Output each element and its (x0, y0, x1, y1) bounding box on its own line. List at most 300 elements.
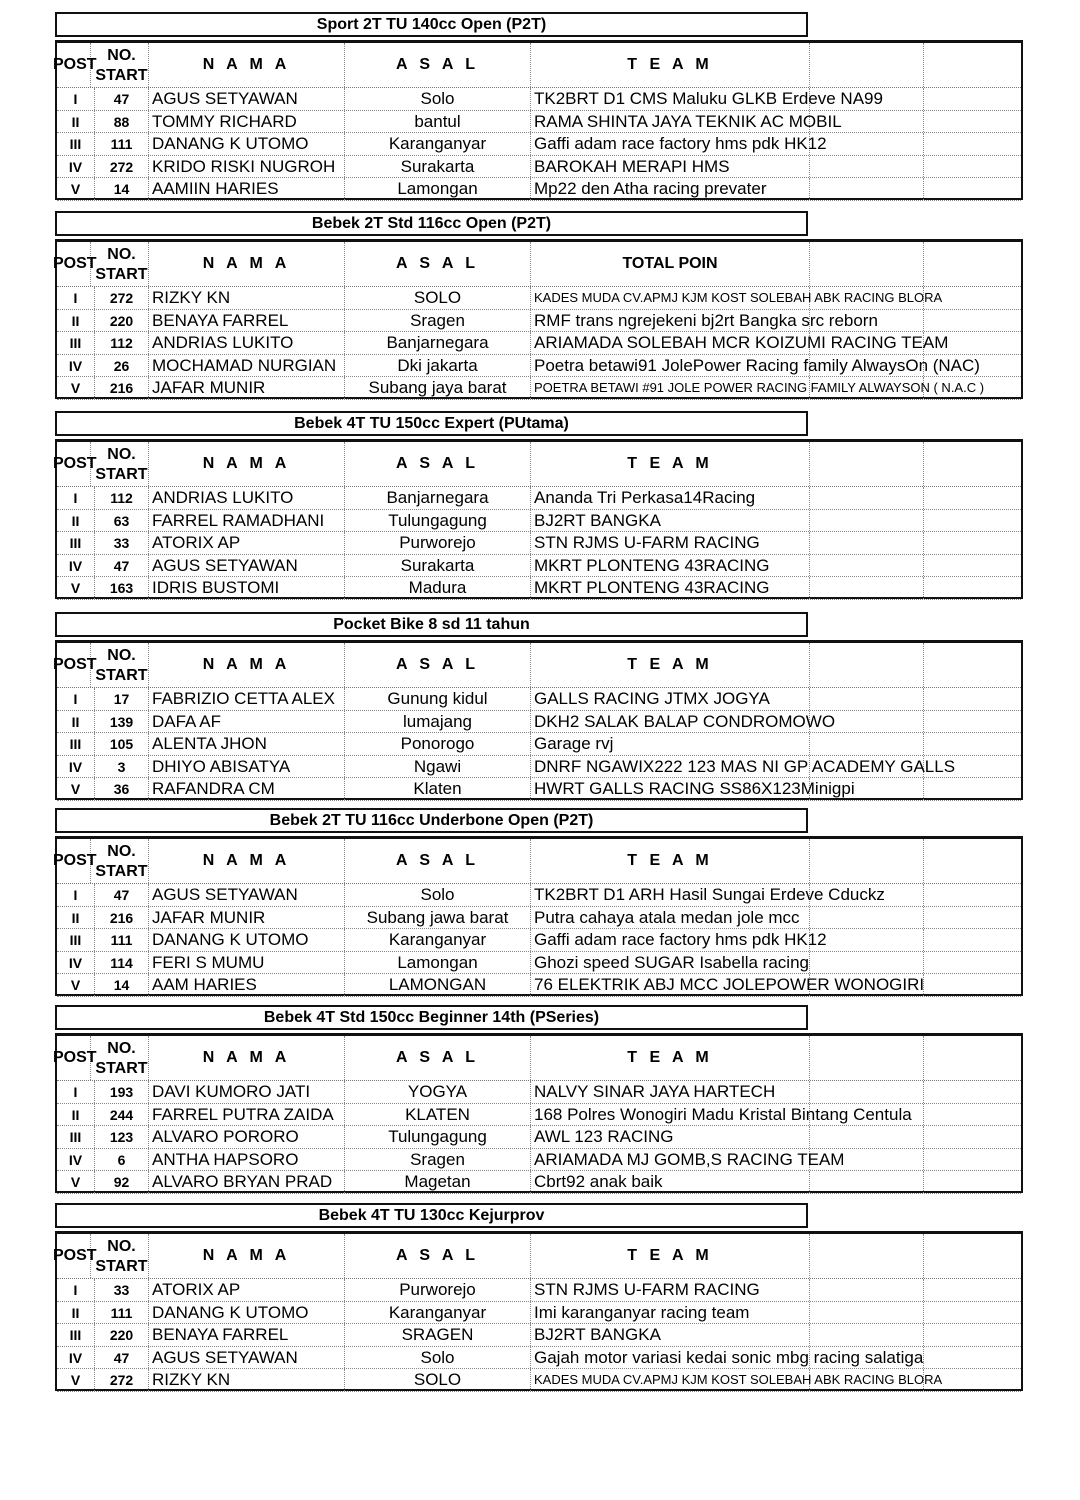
cell-position: II (57, 111, 95, 133)
table-row (57, 510, 1021, 533)
cell-empty-2 (924, 1104, 1021, 1126)
cell-rider-name: ANDRIAS LUKITO (149, 487, 345, 509)
header-empty-col-2 (924, 1036, 1021, 1080)
cell-empty-1 (810, 532, 924, 554)
cell-origin: Dki jakarta (345, 355, 531, 377)
cell-rider-name: ATORIX AP (149, 1279, 345, 1301)
cell-rider-name: ALVARO BRYAN PRAD (149, 1171, 345, 1193)
cell-empty-2 (924, 133, 1021, 155)
cell-position: I (57, 487, 95, 509)
cell-origin: bantul (345, 111, 531, 133)
cell-rider-name: ANDRIAS LUKITO (149, 332, 345, 354)
cell-position: IV (57, 1149, 95, 1171)
cell-team: Garage rvj (531, 733, 810, 755)
table-body (57, 688, 1021, 801)
cell-empty-2 (924, 510, 1021, 532)
cell-rider-name: BENAYA FARREL (149, 1324, 345, 1346)
cell-rider-name: RIZKY KN (149, 1369, 345, 1391)
cell-team: Ananda Tri Perkasa14Racing (531, 487, 810, 509)
table-row (57, 111, 1021, 134)
header-empty-col-1 (810, 1234, 924, 1278)
cell-empty-2 (924, 1347, 1021, 1369)
cell-origin: Klaten (345, 778, 531, 800)
cell-position: III (57, 133, 95, 155)
cell-origin: Sragen (345, 310, 531, 332)
race-class-title: Bebek 2T TU 116cc Underbone Open (P2T) (55, 808, 808, 833)
cell-position: III (57, 532, 95, 554)
table-body (57, 287, 1021, 400)
cell-origin: Solo (345, 1347, 531, 1369)
cell-position: III (57, 332, 95, 354)
race-class-section (55, 12, 1023, 204)
header-nama: N A M A (149, 643, 345, 687)
cell-origin: Gunung kidul (345, 688, 531, 710)
cell-rider-name: AAM HARIES (149, 974, 345, 996)
cell-empty-2 (924, 1279, 1021, 1301)
table-row (57, 332, 1021, 355)
cell-team: BJ2RT BANGKA (531, 510, 810, 532)
cell-position: V (57, 377, 95, 399)
cell-position: V (57, 178, 95, 200)
cell-empty-1 (810, 178, 924, 200)
cell-start-number: 272 (95, 287, 149, 309)
cell-team: Poetra betawi91 JolePower Racing family AlwaysOn (NAC) (531, 355, 810, 377)
cell-position: IV (57, 952, 95, 974)
header-asal: A S A L (345, 1234, 531, 1278)
cell-origin: Lamongan (345, 952, 531, 974)
cell-start-number: 33 (95, 1279, 149, 1301)
header-no-line2: START (95, 67, 148, 84)
cell-origin: Ngawi (345, 756, 531, 778)
table-row (57, 974, 1021, 997)
cell-position: II (57, 510, 95, 532)
table-row (57, 1279, 1021, 1302)
cell-start-number: 47 (95, 884, 149, 906)
cell-team: ARIAMADA MJ GOMB,S RACING TEAM (531, 1149, 810, 1171)
race-class-title: Bebek 4T Std 150cc Beginner 14th (PSeries) (55, 1005, 808, 1030)
cell-start-number: 36 (95, 778, 149, 800)
cell-position: IV (57, 555, 95, 577)
cell-origin: SRAGEN (345, 1324, 531, 1346)
header-empty-col-2 (924, 1234, 1021, 1278)
header-no-line2: START (95, 863, 148, 880)
cell-origin: Purworejo (345, 1279, 531, 1301)
header-no-line1: NO. (107, 1040, 136, 1057)
header-no-line2: START (95, 1060, 148, 1077)
header-no-start (95, 839, 149, 883)
table-row (57, 884, 1021, 907)
header-asal: A S A L (345, 1036, 531, 1080)
table-row (57, 1104, 1021, 1127)
cell-empty-2 (924, 310, 1021, 332)
table-row (57, 1081, 1021, 1104)
table-row (57, 907, 1021, 930)
cell-empty-1 (810, 133, 924, 155)
cell-origin: Banjarnegara (345, 332, 531, 354)
cell-rider-name: ATORIX AP (149, 532, 345, 554)
header-empty-col-2 (924, 643, 1021, 687)
table-row (57, 178, 1021, 201)
cell-team: STN RJMS U-FARM RACING (531, 1279, 810, 1301)
cell-position: I (57, 688, 95, 710)
table-row (57, 287, 1021, 310)
cell-empty-1 (810, 733, 924, 755)
header-pos: POST (53, 839, 91, 883)
cell-empty-2 (924, 778, 1021, 800)
cell-start-number: 244 (95, 1104, 149, 1126)
cell-origin: Madura (345, 577, 531, 599)
race-class-title: Bebek 4T TU 150cc Expert (PUtama) (55, 411, 808, 436)
table-header-row (53, 242, 1021, 287)
header-asal: A S A L (345, 442, 531, 486)
race-class-section (55, 411, 1023, 603)
table-header-row (53, 1234, 1021, 1279)
race-class-section (55, 211, 1023, 403)
header-empty-col-1 (810, 242, 924, 286)
header-nama: N A M A (149, 242, 345, 286)
header-pos: POST (53, 1234, 91, 1278)
table-row (57, 355, 1021, 378)
cell-team: HWRT GALLS RACING SS86X123Minigpi (531, 778, 810, 800)
cell-origin: Karanganyar (345, 133, 531, 155)
table-row (57, 711, 1021, 734)
table-row (57, 778, 1021, 801)
cell-empty-2 (924, 555, 1021, 577)
table-header-row (53, 43, 1021, 88)
cell-origin: Solo (345, 884, 531, 906)
cell-team: BJ2RT BANGKA (531, 1324, 810, 1346)
cell-empty-1 (810, 1279, 924, 1301)
race-class-title: Bebek 2T Std 116cc Open (P2T) (55, 211, 808, 236)
cell-origin: KLATEN (345, 1104, 531, 1126)
cell-rider-name: RIZKY KN (149, 287, 345, 309)
cell-position: IV (57, 156, 95, 178)
header-empty-col-2 (924, 442, 1021, 486)
cell-rider-name: JAFAR MUNIR (149, 907, 345, 929)
header-no-line2: START (95, 466, 148, 483)
cell-empty-2 (924, 1171, 1021, 1193)
cell-team: Cbrt92 anak baik (531, 1171, 810, 1193)
cell-origin: Magetan (345, 1171, 531, 1193)
cell-empty-1 (810, 577, 924, 599)
cell-origin: LAMONGAN (345, 974, 531, 996)
cell-rider-name: DANANG K UTOMO (149, 133, 345, 155)
header-pos: POST (53, 43, 91, 87)
cell-team: KADES MUDA CV.APMJ KJM KOST SOLEBAH ABK RACING BLORA (531, 287, 810, 309)
header-no-line1: NO. (107, 446, 136, 463)
cell-origin: SOLO (345, 287, 531, 309)
header-empty-col-2 (924, 839, 1021, 883)
table-body (57, 1279, 1021, 1392)
cell-rider-name: JAFAR MUNIR (149, 377, 345, 399)
cell-team: TK2BRT D1 CMS Maluku GLKB Erdeve NA99 (531, 88, 810, 110)
cell-empty-2 (924, 974, 1021, 996)
cell-origin: SOLO (345, 1369, 531, 1391)
table-row (57, 532, 1021, 555)
header-team: T E A M (531, 643, 810, 687)
table-row (57, 1347, 1021, 1370)
cell-empty-2 (924, 733, 1021, 755)
cell-start-number: 193 (95, 1081, 149, 1103)
cell-origin: Surakarta (345, 156, 531, 178)
header-no-line1: NO. (107, 246, 136, 263)
cell-position: I (57, 884, 95, 906)
header-no-line2: START (95, 266, 148, 283)
cell-position: II (57, 711, 95, 733)
cell-origin: Subang jaya barat (345, 377, 531, 399)
cell-origin: Surakarta (345, 555, 531, 577)
table-row (57, 1171, 1021, 1194)
cell-start-number: 47 (95, 1347, 149, 1369)
table-row (57, 1149, 1021, 1172)
race-class-title: Pocket Bike 8 sd 11 tahun (55, 612, 808, 637)
race-class-section (55, 1005, 1023, 1197)
table-header-row (53, 1036, 1021, 1081)
cell-team: 168 Polres Wonogiri Madu Kristal Bintang Centula (531, 1104, 810, 1126)
cell-empty-2 (924, 532, 1021, 554)
header-empty-col-1 (810, 643, 924, 687)
header-team: T E A M (531, 839, 810, 883)
cell-empty-1 (810, 487, 924, 509)
cell-origin: Banjarnegara (345, 487, 531, 509)
results-table (55, 1231, 1023, 1391)
cell-start-number: 123 (95, 1126, 149, 1148)
cell-empty-2 (924, 487, 1021, 509)
cell-team: DNRF NGAWIX222 123 MAS NI GP ACADEMY GALLS (531, 756, 810, 778)
header-no-line1: NO. (107, 1238, 136, 1255)
cell-origin: YOGYA (345, 1081, 531, 1103)
table-row (57, 1302, 1021, 1325)
cell-start-number: 14 (95, 178, 149, 200)
cell-rider-name: DHIYO ABISATYA (149, 756, 345, 778)
header-pos: POST (53, 442, 91, 486)
cell-team: RMF trans ngrejekeni bj2rt Bangka src reborn (531, 310, 810, 332)
cell-empty-1 (810, 952, 924, 974)
header-team: TOTAL POIN (531, 242, 810, 286)
header-nama: N A M A (149, 839, 345, 883)
cell-position: III (57, 1126, 95, 1148)
cell-position: I (57, 287, 95, 309)
cell-position: III (57, 733, 95, 755)
cell-team: AWL 123 RACING (531, 1126, 810, 1148)
header-no-line1: NO. (107, 647, 136, 664)
cell-team: TK2BRT D1 ARH Hasil Sungai Erdeve Cduckz (531, 884, 810, 906)
race-class-section (55, 1203, 1023, 1395)
header-asal: A S A L (345, 839, 531, 883)
cell-start-number: 112 (95, 487, 149, 509)
cell-team: MKRT PLONTENG 43RACING (531, 555, 810, 577)
cell-empty-2 (924, 1126, 1021, 1148)
cell-position: III (57, 929, 95, 951)
cell-empty-2 (924, 929, 1021, 951)
results-table (55, 40, 1023, 200)
cell-rider-name: DANANG K UTOMO (149, 1302, 345, 1324)
cell-empty-2 (924, 1324, 1021, 1346)
cell-rider-name: TOMMY RICHARD (149, 111, 345, 133)
table-row (57, 377, 1021, 400)
table-row (57, 952, 1021, 975)
cell-team: Imi karanganyar racing team (531, 1302, 810, 1324)
table-row (57, 555, 1021, 578)
cell-empty-1 (810, 1081, 924, 1103)
cell-empty-1 (810, 156, 924, 178)
header-no-start (95, 442, 149, 486)
table-row (57, 577, 1021, 600)
cell-start-number: 216 (95, 907, 149, 929)
cell-empty-2 (924, 952, 1021, 974)
header-empty-col-1 (810, 442, 924, 486)
results-table (55, 836, 1023, 996)
table-body (57, 88, 1021, 201)
results-table (55, 239, 1023, 399)
cell-position: V (57, 1369, 95, 1391)
cell-origin: Tulungagung (345, 1126, 531, 1148)
header-pos: POST (53, 1036, 91, 1080)
cell-position: II (57, 1302, 95, 1324)
cell-rider-name: IDRIS BUSTOMI (149, 577, 345, 599)
cell-rider-name: RAFANDRA CM (149, 778, 345, 800)
header-asal: A S A L (345, 242, 531, 286)
header-no-start (95, 643, 149, 687)
table-row (57, 310, 1021, 333)
header-empty-col-2 (924, 43, 1021, 87)
header-empty-col-1 (810, 839, 924, 883)
header-asal: A S A L (345, 643, 531, 687)
cell-empty-2 (924, 88, 1021, 110)
header-no-start (95, 1036, 149, 1080)
table-row (57, 1126, 1021, 1149)
cell-rider-name: DAFA AF (149, 711, 345, 733)
cell-team: Putra cahaya atala medan jole mcc (531, 907, 810, 929)
cell-origin: Ponorogo (345, 733, 531, 755)
header-no-start (95, 1234, 149, 1278)
cell-start-number: 6 (95, 1149, 149, 1171)
cell-empty-1 (810, 1324, 924, 1346)
cell-position: I (57, 1279, 95, 1301)
cell-start-number: 111 (95, 929, 149, 951)
cell-position: IV (57, 355, 95, 377)
cell-empty-1 (810, 555, 924, 577)
header-no-start (95, 242, 149, 286)
cell-rider-name: FABRIZIO CETTA ALEX (149, 688, 345, 710)
header-team: T E A M (531, 1036, 810, 1080)
cell-position: V (57, 577, 95, 599)
header-no-line1: NO. (107, 843, 136, 860)
race-class-title: Sport 2T TU 140cc Open (P2T) (55, 12, 808, 37)
race-class-title: Bebek 4T TU 130cc Kejurprov (55, 1203, 808, 1228)
cell-rider-name: AAMIIN HARIES (149, 178, 345, 200)
cell-origin: Purworejo (345, 532, 531, 554)
header-empty-col-1 (810, 43, 924, 87)
cell-start-number: 47 (95, 555, 149, 577)
race-class-section (55, 808, 1023, 1000)
cell-team: RAMA SHINTA JAYA TEKNIK AC MOBIL (531, 111, 810, 133)
cell-empty-1 (810, 510, 924, 532)
cell-start-number: 139 (95, 711, 149, 733)
cell-empty-2 (924, 577, 1021, 599)
cell-rider-name: MOCHAMAD NURGIAN (149, 355, 345, 377)
header-pos: POST (53, 242, 91, 286)
cell-position: I (57, 88, 95, 110)
cell-empty-1 (810, 929, 924, 951)
header-no-line2: START (95, 1258, 148, 1275)
cell-empty-1 (810, 1302, 924, 1324)
cell-team: KADES MUDA CV.APMJ KJM KOST SOLEBAH ABK RACING BLORA (531, 1369, 810, 1391)
cell-start-number: 216 (95, 377, 149, 399)
cell-position: II (57, 907, 95, 929)
cell-rider-name: FARREL RAMADHANI (149, 510, 345, 532)
cell-start-number: 105 (95, 733, 149, 755)
cell-team: Gaffi adam race factory hms pdk HK12 (531, 929, 810, 951)
cell-start-number: 33 (95, 532, 149, 554)
cell-origin: Karanganyar (345, 929, 531, 951)
results-table (55, 640, 1023, 800)
cell-rider-name: AGUS SETYAWAN (149, 88, 345, 110)
cell-team: ARIAMADA SOLEBAH MCR KOIZUMI RACING TEAM (531, 332, 810, 354)
cell-team: POETRA BETAWI #91 JOLE POWER RACING FAMILY ALWAYSON ( N.A.C ) (531, 377, 810, 399)
cell-empty-1 (810, 1171, 924, 1193)
cell-start-number: 272 (95, 156, 149, 178)
table-row (57, 156, 1021, 179)
header-pos: POST (53, 643, 91, 687)
cell-start-number: 88 (95, 111, 149, 133)
cell-start-number: 17 (95, 688, 149, 710)
cell-empty-1 (810, 1126, 924, 1148)
table-row (57, 688, 1021, 711)
cell-start-number: 272 (95, 1369, 149, 1391)
header-nama: N A M A (149, 1234, 345, 1278)
cell-empty-2 (924, 1302, 1021, 1324)
table-row (57, 1324, 1021, 1347)
cell-position: I (57, 1081, 95, 1103)
table-row (57, 733, 1021, 756)
cell-empty-2 (924, 1149, 1021, 1171)
table-header-row (53, 442, 1021, 487)
cell-team: Mp22 den Atha racing prevater (531, 178, 810, 200)
cell-origin: Sragen (345, 1149, 531, 1171)
cell-team: BAROKAH MERAPI HMS (531, 156, 810, 178)
table-row (57, 487, 1021, 510)
header-nama: N A M A (149, 1036, 345, 1080)
header-team: T E A M (531, 1234, 810, 1278)
cell-empty-2 (924, 907, 1021, 929)
cell-empty-2 (924, 884, 1021, 906)
cell-team: Ghozi speed SUGAR Isabella racing (531, 952, 810, 974)
cell-start-number: 220 (95, 1324, 149, 1346)
cell-rider-name: ANTHA HAPSORO (149, 1149, 345, 1171)
cell-start-number: 111 (95, 1302, 149, 1324)
cell-team: STN RJMS U-FARM RACING (531, 532, 810, 554)
cell-team: NALVY SINAR JAYA HARTECH (531, 1081, 810, 1103)
results-table (55, 1033, 1023, 1193)
cell-rider-name: ALENTA JHON (149, 733, 345, 755)
cell-position: III (57, 1324, 95, 1346)
table-body (57, 487, 1021, 600)
cell-rider-name: BENAYA FARREL (149, 310, 345, 332)
cell-rider-name: DAVI KUMORO JATI (149, 1081, 345, 1103)
table-body (57, 1081, 1021, 1194)
cell-empty-2 (924, 711, 1021, 733)
cell-start-number: 220 (95, 310, 149, 332)
cell-position: II (57, 1104, 95, 1126)
cell-empty-2 (924, 178, 1021, 200)
cell-team: GALLS RACING JTMX JOGYA (531, 688, 810, 710)
cell-empty-1 (810, 907, 924, 929)
cell-empty-2 (924, 1081, 1021, 1103)
cell-start-number: 163 (95, 577, 149, 599)
cell-empty-2 (924, 111, 1021, 133)
header-team: T E A M (531, 43, 810, 87)
